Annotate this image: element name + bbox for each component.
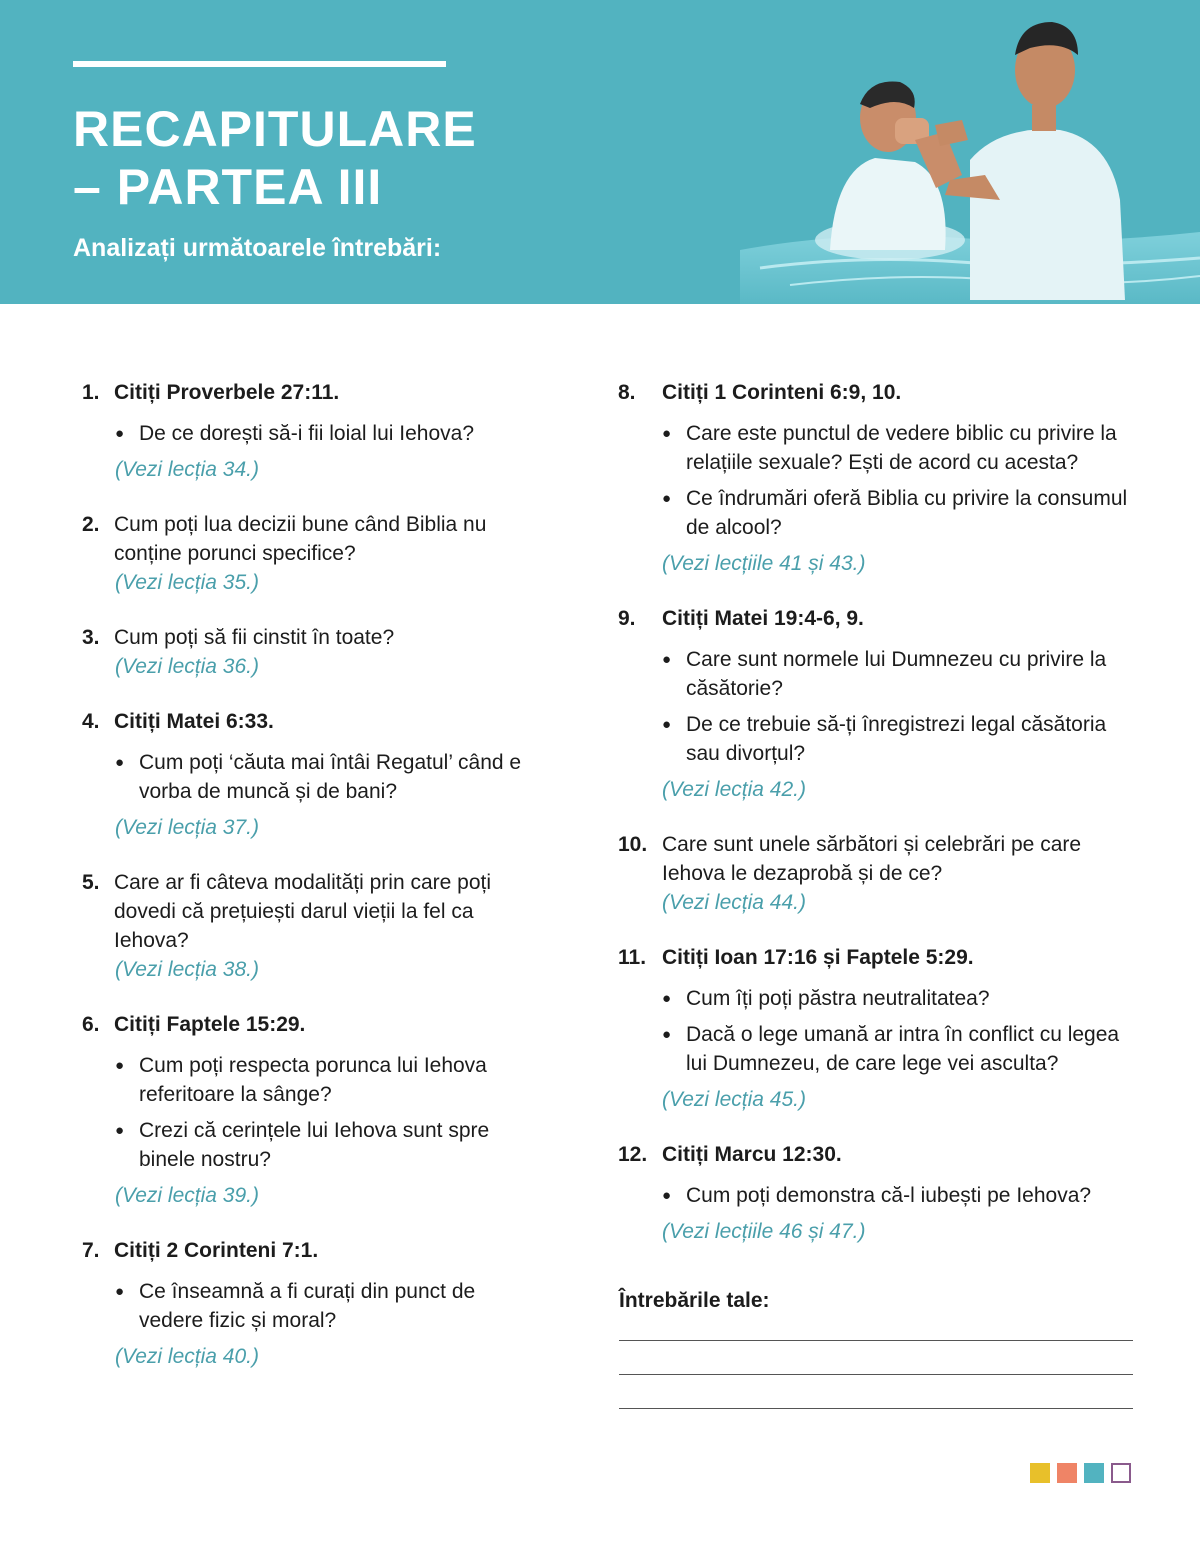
question-number: 5. [82, 871, 100, 894]
question-number: 11. [618, 946, 647, 969]
lesson-reference: (Vezi lecția 34.) [115, 458, 259, 481]
question-number: 2. [82, 513, 100, 536]
bullet-item: ● Cum îți poți păstra neutralitatea? [662, 984, 1138, 1013]
question-text: Care sunt unele sărbători și celebrări pe care Iehova le dezaprobă și de ce? [662, 833, 1082, 885]
question-bullets [82, 419, 542, 448]
question-number: 7. [82, 1239, 100, 1262]
question-reading: Citiți Matei 6:33. [114, 710, 274, 733]
question-number: 4. [82, 710, 100, 733]
question-text: Care ar fi câteva modalități prin care poți dovedi că prețuiești darul vieții la fel ca Iehova? [114, 871, 492, 952]
question-text: Cum poți să fii cinstit în toate? [114, 626, 395, 649]
question-9 [618, 604, 1138, 804]
header-banner [0, 0, 1200, 304]
bullet-item: ● Cum poți respecta porunca lui Iehova referitoare la sânge? [115, 1051, 542, 1109]
baptism-illustration [700, 0, 1200, 304]
question-5 [82, 868, 542, 984]
lesson-reference: (Vezi lecția 39.) [115, 1184, 259, 1207]
lesson-reference: (Vezi lecția 42.) [662, 778, 806, 801]
question-bullets [82, 1277, 542, 1335]
title-line-2: – PARTEA III [73, 159, 383, 215]
question-reading: Citiți Matei 19:4-6, 9. [662, 607, 864, 630]
answer-line[interactable] [619, 1374, 1133, 1375]
question-reading: Citiți Proverbele 27:11. [114, 381, 340, 404]
question-reading: Citiți Marcu 12:30. [662, 1143, 842, 1166]
page-subtitle: Analizați următoarele întrebări: [73, 234, 442, 262]
question-reading: Citiți 1 Corinteni 6:9, 10. [662, 381, 902, 404]
own-questions-section [619, 1286, 1133, 1315]
lesson-reference: (Vezi lecția 44.) [662, 891, 806, 914]
own-questions-title: Întrebările tale: [619, 1289, 770, 1312]
question-bullets [618, 984, 1138, 1078]
lesson-reference: (Vezi lecția 45.) [662, 1088, 806, 1111]
header-rule [73, 61, 446, 67]
question-bullets [82, 1051, 542, 1174]
questions-left-column [82, 378, 542, 1397]
question-bullets [618, 419, 1138, 542]
decor-square-teal [1084, 1463, 1104, 1483]
lesson-reference: (Vezi lecția 37.) [115, 816, 259, 839]
bullet-item: ● Care este punctul de vedere biblic cu privire la relațiile sexuale? Ești de acord cu acesta? [662, 419, 1138, 477]
lesson-reference: (Vezi lecțiile 46 și 47.) [662, 1220, 866, 1243]
question-11 [618, 943, 1138, 1114]
question-6 [82, 1010, 542, 1210]
bullet-item: ● Crezi că cerințele lui Iehova sunt spre binele nostru? [115, 1116, 542, 1174]
question-bullets [618, 1181, 1138, 1210]
question-number: 9. [618, 607, 636, 630]
answer-line[interactable] [619, 1340, 1133, 1341]
bullet-item: ● De ce trebuie să-ți înregistrezi legal căsătoria sau divorțul? [662, 710, 1138, 768]
question-number: 1. [82, 381, 100, 404]
answer-line[interactable] [619, 1408, 1133, 1409]
bullet-item: ● Cum poți demonstra că-l iubești pe Iehova? [662, 1181, 1138, 1210]
question-text: Cum poți lua decizii bune când Biblia nu conține porunci specifice? [114, 513, 487, 565]
bullet-item: ● Dacă o lege umană ar intra în conflict cu legea lui Dumnezeu, de care lege vei asculta? [662, 1020, 1138, 1078]
bullet-item: ● Ce înseamnă a fi curați din punct de vedere fizic și moral? [115, 1277, 542, 1335]
lesson-reference: (Vezi lecția 36.) [115, 655, 259, 678]
question-reading: Citiți Faptele 15:29. [114, 1013, 306, 1036]
question-12 [618, 1140, 1138, 1246]
question-reading: Citiți Ioan 17:16 și Faptele 5:29. [662, 946, 974, 969]
question-3 [82, 623, 542, 681]
page-title [73, 100, 477, 216]
question-1 [82, 378, 542, 484]
question-reading: Citiți 2 Corinteni 7:1. [114, 1239, 319, 1262]
questions-right-column [618, 378, 1138, 1272]
question-bullets [618, 645, 1138, 768]
lesson-reference: (Vezi lecțiile 41 și 43.) [662, 552, 866, 575]
title-line-1: RECAPITULARE [73, 101, 477, 157]
question-number: 6. [82, 1013, 100, 1036]
question-bullets [82, 748, 542, 806]
decor-square-orange [1057, 1463, 1077, 1483]
question-number: 3. [82, 626, 100, 649]
question-4 [82, 707, 542, 842]
question-number: 12. [618, 1143, 648, 1166]
decor-square-yellow [1030, 1463, 1050, 1483]
lesson-reference: (Vezi lecția 40.) [115, 1345, 259, 1368]
question-7 [82, 1236, 542, 1371]
question-2 [82, 510, 542, 597]
question-number: 8. [618, 381, 636, 404]
question-10 [618, 830, 1138, 917]
question-8 [618, 378, 1138, 578]
lesson-reference: (Vezi lecția 38.) [115, 958, 259, 981]
bullet-item: ● Cum poți ‘căuta mai întâi Regatul’ când e vorba de muncă și de bani? [115, 748, 542, 806]
bullet-item: ● De ce dorești să-i fii loial lui Iehova? [115, 419, 542, 448]
decor-square-outline [1111, 1463, 1131, 1483]
bullet-item: ● Care sunt normele lui Dumnezeu cu privire la căsătorie? [662, 645, 1138, 703]
bullet-item: ● Ce îndrumări oferă Biblia cu privire la consumul de alcool? [662, 484, 1138, 542]
lesson-reference: (Vezi lecția 35.) [115, 571, 259, 594]
question-number: 10. [618, 833, 648, 856]
